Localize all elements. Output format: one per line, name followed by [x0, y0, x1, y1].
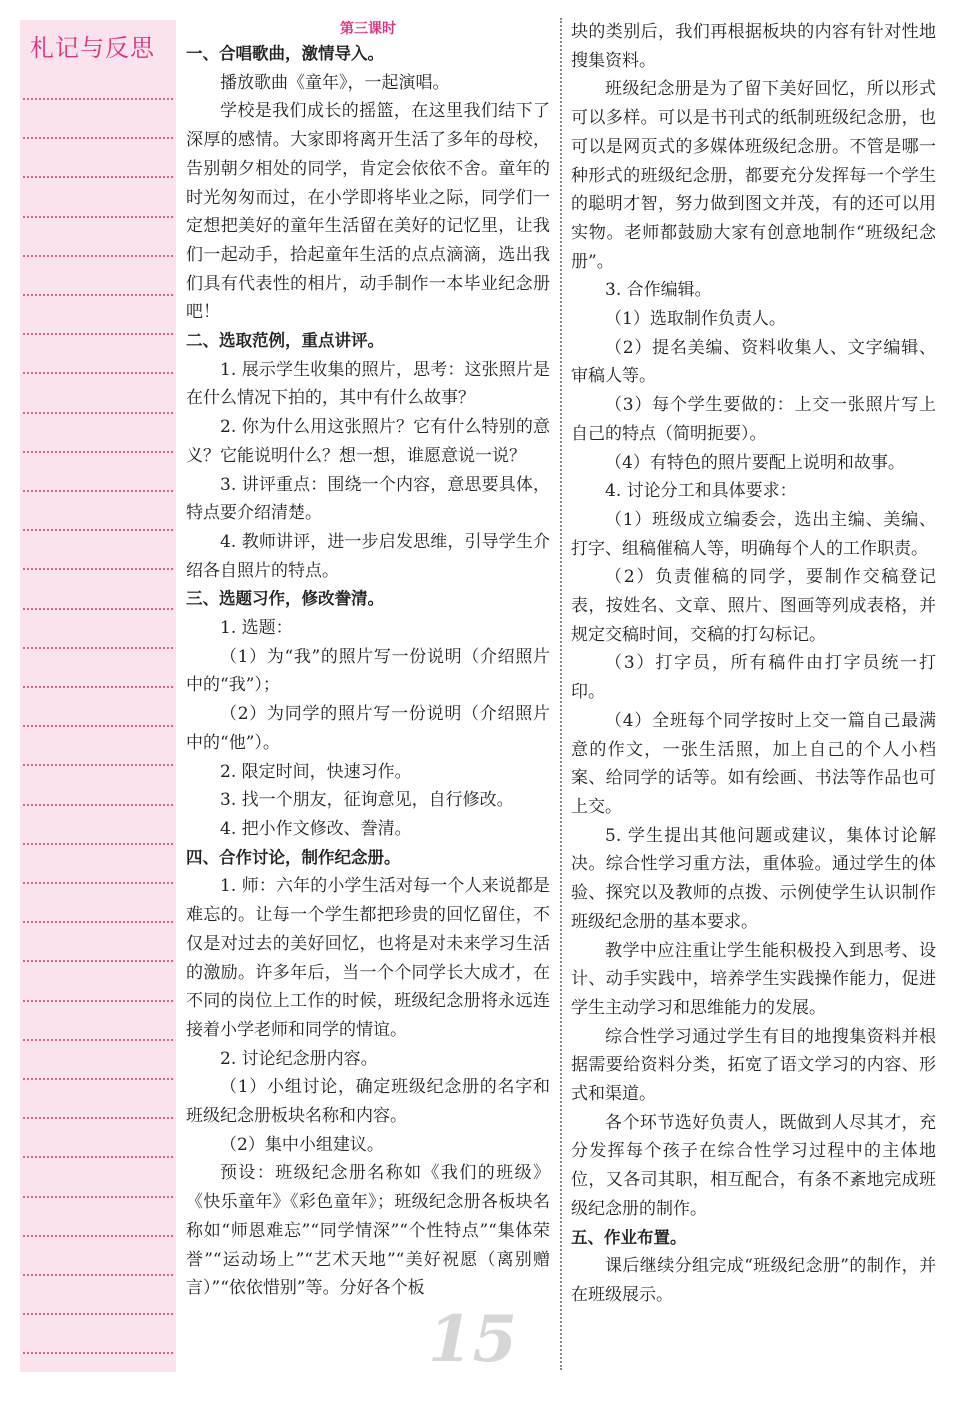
note-line	[23, 255, 173, 257]
paragraph: 综合性学习通过学生有目的地搜集资料并根据需要给资料分类，拓宽了语文学习的内容、形式和渠道。	[571, 1026, 936, 1105]
paragraph: 3. 找一个朋友，征询意见，自行修改。	[220, 790, 514, 811]
note-line	[23, 294, 173, 296]
section-heading: 四、合作讨论，制作纪念册。	[186, 847, 401, 867]
right-column	[571, 18, 936, 1310]
paragraph: 学校是我们成长的摇篮，在这里我们结下了深厚的感情。大家即将离开生活了多年的母校，告别朝夕相处的同学，肯定会依依不舍。童年的时光匆匆而过，在小学即将毕业之际，同学们一定想把美好的童年生活留在美好的记忆里，让我们一起动手，拾起童年生活的点点滴滴，选出我们具有代表性的相片，动手制作一本毕业纪念册吧！	[186, 101, 550, 323]
notes-sidebar	[20, 20, 176, 1372]
note-line	[23, 882, 173, 884]
paragraph: 1. 展示学生收集的照片，思考：这张照片是在什么情况下拍的，其中有什么故事？	[186, 359, 550, 409]
paragraph: 2. 限定时间，快速习作。	[220, 761, 412, 782]
note-line	[23, 843, 173, 845]
note-line	[23, 725, 173, 727]
paragraph: （2）提名美编、资料收集人、文字编辑、审稿人等。	[571, 337, 936, 387]
paragraph: （2）集中小组建议。	[220, 1134, 384, 1155]
continued-paragraph: 块的类别后，我们再根据板块的内容有针对性地搜集资料。	[571, 22, 936, 71]
note-line	[23, 1117, 173, 1119]
note-line	[23, 1313, 173, 1315]
note-line	[23, 804, 173, 806]
paragraph: 4. 把小作文修改、誊清。	[220, 818, 412, 839]
note-line	[23, 412, 173, 414]
note-line	[23, 1156, 173, 1158]
note-line	[23, 1039, 173, 1041]
column-divider	[560, 18, 562, 1370]
left-column	[186, 18, 550, 1303]
note-line	[23, 1000, 173, 1002]
note-line	[23, 647, 173, 649]
paragraph: 4. 教师讲评，进一步启发思维，引导学生介绍各自照片的特点。	[186, 531, 550, 581]
paragraph: 教学中应注重让学生能积极投入到思考、设计、动手实践中，培养学生实践操作能力，促进学生主动学习和思维能力的发展。	[571, 940, 936, 1018]
sidebar-title: 札记与反思	[30, 34, 155, 62]
paragraph: （1）为“我”的照片写一份说明（介绍照片中的“我”）；	[186, 646, 550, 696]
paragraph: 播放歌曲《童年》，一起演唱。	[220, 72, 450, 93]
paragraph: 5. 学生提出其他问题或建议，集体讨论解决。综合性学习重方法，重体验。通过学生的体验、探究以及教师的点拨、示例使学生认识制作班级纪念册的基本要求。	[571, 825, 936, 932]
paragraph: 1. 师：六年的小学生活对每一个人来说都是难忘的。让每一个学生都把珍贵的回忆留住，不仅是对过去的美好回忆，也将是对未来学习生活的激励。许多年后，当一个个同学长大成才，在不同的岗位上工作的时候，班级纪念册将永远连接着小学老师和同学的情谊。	[186, 876, 550, 1040]
paragraph: 2. 讨论纪念册内容。	[220, 1048, 378, 1069]
note-line	[23, 451, 173, 453]
paragraph: （4）全班每个同学按时上交一篇自己最满意的作文，一张生活照，加上自己的个人小档案、给同学的话等。如有绘画、书法等作品也可上交。	[571, 710, 936, 817]
note-line	[23, 529, 173, 531]
paragraph: （1）选取制作负责人。	[605, 309, 786, 330]
note-line	[23, 216, 173, 218]
note-line	[23, 568, 173, 570]
paragraph: 预设：班级纪念册名称如《我们的班级》《快乐童年》《彩色童年》；班级纪念册各板块名称如“师恩难忘”“同学情深”“个性特点”“集体荣誉”“运动场上”“艺术天地”“美好祝愿（离别赠言）”“依依惜别”等。分好各个板	[186, 1163, 550, 1299]
paragraph: 1. 选题：	[220, 618, 293, 639]
paragraph: （3）打字员，所有稿件由打字员统一打印。	[571, 653, 936, 703]
note-line	[23, 686, 173, 688]
note-line	[23, 137, 173, 139]
paragraph: （4）有特色的照片要配上说明和故事。	[605, 452, 905, 473]
paragraph: 3. 合作编辑。	[605, 280, 712, 301]
note-line	[23, 764, 173, 766]
paragraph: 4. 讨论分工和具体要求：	[605, 481, 797, 502]
note-line	[23, 1274, 173, 1276]
paragraph: （3）每个学生要做的：上交一张照片写上自己的特点（简明扼要）。	[571, 395, 936, 444]
section-heading: 二、选取范例，重点讲评。	[186, 331, 384, 351]
paragraph: 班级纪念册是为了留下美好回忆，所以形式可以多样。可以是书刊式的纸制班级纪念册，也可以是网页式的多媒体班级纪念册。不管是哪一种形式的班级纪念册，都要充分发挥每一个学生的聪明才智，努力做到图文并茂，有的还可以用实物。老师都鼓励大家有创意地制作“班级纪念册”。	[571, 79, 936, 272]
paragraph: 2. 你为什么用这张照片？它有什么特别的意义？它能说明什么？想一想，谁愿意说一说？	[186, 417, 550, 466]
section-heading: 三、选题习作，修改誊清。	[186, 589, 384, 609]
note-line	[23, 98, 173, 100]
note-line	[23, 176, 173, 178]
section-heading: 五、作业布置。	[571, 1227, 687, 1247]
paragraph: （2）负责催稿的同学，要制作交稿登记表，按姓名、文章、照片、图画等列成表格，并规定交稿时间，交稿的打勾标记。	[571, 567, 936, 645]
paragraph: 各个环节选好负责人，既做到人尽其才，充分发挥每个孩子在综合性学习过程中的主体地位，又各司其职，相互配合，有条不紊地完成班级纪念册的制作。	[571, 1112, 936, 1219]
paragraph: 3. 讲评重点：围绕一个内容，意思要具体，特点要介绍清楚。	[186, 474, 550, 524]
note-line	[23, 921, 173, 923]
note-line	[23, 608, 173, 610]
note-line	[23, 372, 173, 374]
note-line	[23, 1196, 173, 1198]
paragraph: （1）班级成立编委会，选出主编、美编、打字、组稿催稿人等，明确每个人的工作职责。	[571, 509, 936, 559]
paragraph: （1）小组讨论，确定班级纪念册的名字和班级纪念册板块名称和内容。	[186, 1077, 550, 1127]
note-line	[23, 333, 173, 335]
note-line	[23, 490, 173, 492]
page-number: 15	[428, 1302, 518, 1377]
note-line	[23, 1078, 173, 1080]
note-line	[23, 1235, 173, 1237]
note-line	[23, 960, 173, 962]
note-line	[23, 1352, 173, 1354]
section-heading: 一、合唱歌曲，激情导入。	[186, 44, 384, 63]
paragraph: 课后继续分组完成“班级纪念册”的制作，并在班级展示。	[571, 1256, 936, 1305]
lesson-title: 第三课时	[340, 21, 396, 37]
paragraph: （2）为同学的照片写一份说明（介绍照片中的“他”）。	[186, 704, 550, 753]
